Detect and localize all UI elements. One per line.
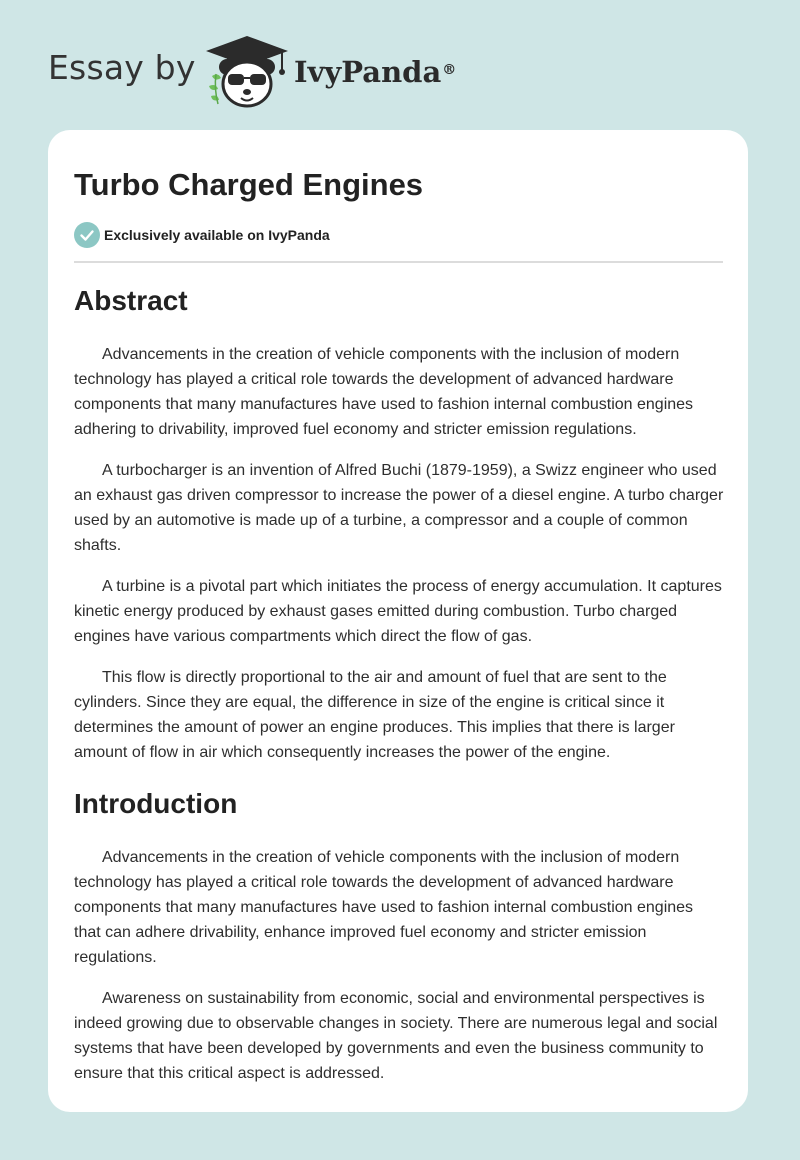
brand-name[interactable]: [294, 54, 456, 90]
paragraph: A turbocharger is an invention of Alfred Buchi (1879-1959), a Swizz engineer who used an exhaust gas driven compressor to increase the power of a diesel engine. A turbo charger used by an automotive is made up of a turbine, a compressor and a couple of common shafts.: [74, 462, 724, 554]
essay-card: [48, 130, 748, 1112]
essay-by-label: Essay by: [48, 48, 196, 87]
paragraph: This flow is directly proportional to the air and amount of fuel that are sent to the cylinders. Since they are equal, the difference in size of the engine is critical since it determines the amount of power an engine produces. This implies that there is larger amount of flow in air which consequently increases the power of the engine.: [74, 669, 675, 761]
essay-body: [74, 280, 724, 1086]
title-divider: [74, 261, 723, 263]
section-heading-introduction: Introduction: [74, 788, 238, 819]
exclusive-badge-text: Exclusively available on IvyPanda: [104, 227, 330, 243]
registered-mark: ®: [442, 62, 457, 78]
exclusive-badge: [74, 222, 330, 248]
paragraph: Awareness on sustainability from economic, social and environmental perspectives is indeed growing due to observable changes in society. There are numerous legal and social systems that have been developed by governments and even the business community to ensure that this critical aspect is addressed.: [74, 990, 718, 1082]
paragraph: A turbine is a pivotal part which initiates the process of energy accumulation. It captures kinetic energy produced by exhaust gases emitted during combustion. Turbo charged engines have various compartments which direct the flow of gas.: [74, 578, 722, 645]
check-circle-icon: [74, 222, 100, 248]
brand-text: IvyPanda: [294, 55, 442, 89]
paragraph: Advancements in the creation of vehicle components with the inclusion of modern technology has played a critical role towards the development of advanced hardware components that many manufactures have used to fashion internal combustion engines adhering to drivability, improved fuel economy and stricter emission regulations.: [74, 346, 694, 438]
site-header: [0, 0, 800, 120]
paragraph: Advancements in the creation of vehicle components with the inclusion of modern technology has played a critical role towards the development of advanced hardware components that many manufactures have used to fashion internal combustion engines that can adhere drivability, enhance improved fuel economy and stricter emission regulations.: [74, 849, 694, 966]
essay-title: Turbo Charged Engines: [74, 167, 424, 202]
panda-graduate-logo-icon[interactable]: [202, 34, 292, 110]
section-heading-abstract: Abstract: [74, 285, 188, 316]
